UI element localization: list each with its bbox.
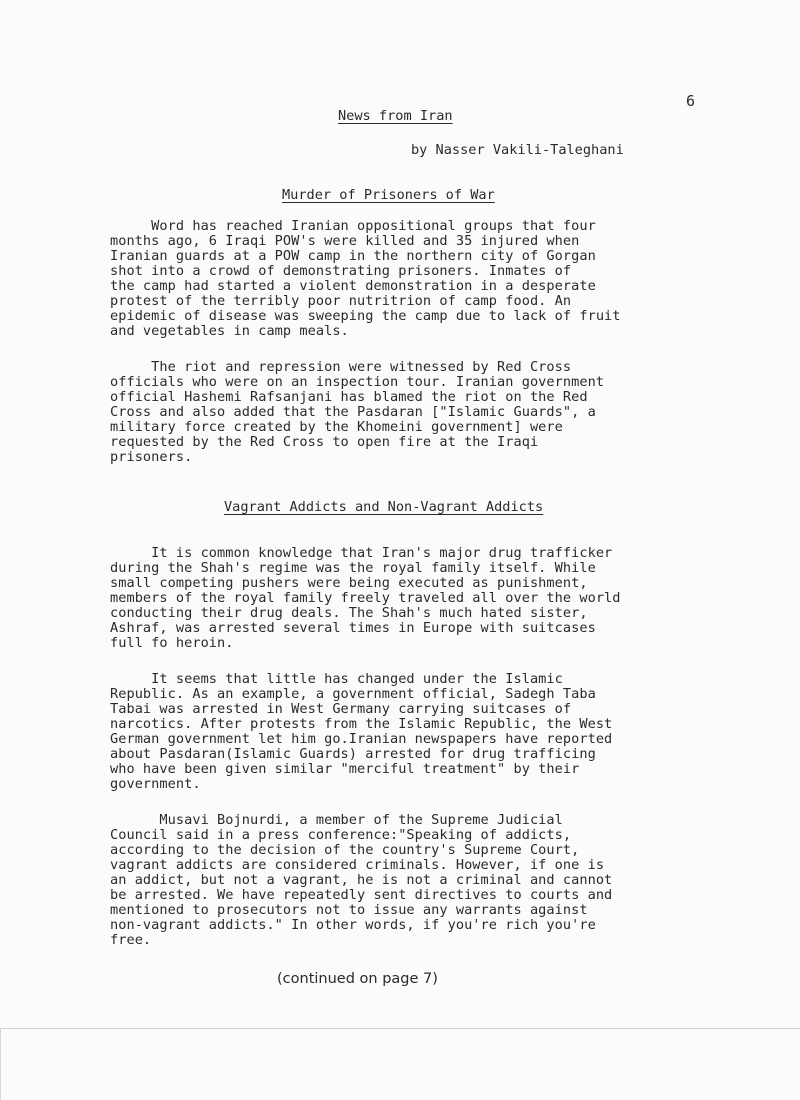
page-number: 6 (686, 92, 696, 110)
text-line: Musavi Bojnurdi, a member of the Supreme Judicial (110, 812, 563, 828)
author-byline: by Nasser Vakili-Taleghani (411, 142, 624, 158)
text-line: government. (110, 776, 201, 792)
text-line: protest of the terribly poor nutritrion of camp food. An (110, 293, 572, 309)
section-heading-pow: Murder of Prisoners of War (282, 187, 495, 203)
text-line: according to the decision of the country's Supreme Court, (110, 842, 580, 858)
text-line: The riot and repression were witnessed by Red Cross (110, 359, 572, 375)
continued-note: (continued on page 7) (277, 971, 438, 987)
text-line: and vegetables in camp meals. (110, 323, 349, 339)
scan-edge-left (0, 1028, 1, 1100)
text-line: Council said in a press conference:"Speaking of addicts, (110, 827, 572, 843)
text-line: prisoners. (110, 449, 193, 465)
text-line: who have been given similar "merciful treatment" by their (110, 761, 580, 777)
text-line: an addict, but not a vagrant, he is not a criminal and cannot (110, 872, 613, 888)
text-line: official Hashemi Rafsanjani has blamed the riot on the Red (110, 389, 588, 405)
text-line: non-vagrant addicts." In other words, if you're rich you're (110, 917, 596, 933)
text-line: Ashraf, was arrested several times in Europe with suitcases (110, 620, 596, 636)
text-line: Iranian guards at a POW camp in the northern city of Gorgan (110, 248, 596, 264)
text-line: It is common knowledge that Iran's major drug trafficker (110, 545, 613, 561)
text-line: narcotics. After protests from the Islamic Republic, the West (110, 716, 613, 732)
text-line: be arrested. We have repeatedly sent directives to courts and (110, 887, 613, 903)
text-line: Cross and also added that the Pasdaran ["Islamic Guards", a (110, 404, 596, 420)
text-line: epidemic of disease was sweeping the camp due to lack of fruit (110, 308, 621, 324)
text-line: It seems that little has changed under the Islamic (110, 671, 563, 687)
text-line: shot into a crowd of demonstrating prisoners. Inmates of (110, 263, 572, 279)
text-line: conducting their drug deals. The Shah's much hated sister, (110, 605, 588, 621)
text-line: Tabai was arrested in West Germany carrying suitcases of (110, 701, 572, 717)
text-line: vagrant addicts are considered criminals. However, if one is (110, 857, 605, 873)
text-line: German government let him go.Iranian newspapers have reported (110, 731, 613, 747)
text-line: during the Shah's regime was the royal family itself. While (110, 560, 596, 576)
scan-edge-line (0, 1028, 800, 1029)
text-line: free. (110, 932, 152, 948)
text-line: Republic. As an example, a government official, Sadegh Taba (110, 686, 596, 702)
section-heading-addicts: Vagrant Addicts and Non-Vagrant Addicts (224, 499, 544, 515)
text-line: the camp had started a violent demonstration in a desperate (110, 278, 596, 294)
text-line: small competing pushers were being executed as punishment, (110, 575, 588, 591)
text-line: about Pasdaran(Islamic Guards) arrested for drug trafficing (110, 746, 596, 762)
text-line: full fo heroin. (110, 635, 234, 651)
text-line: Word has reached Iranian oppositional groups that four (110, 218, 596, 234)
text-line: military force created by the Khomeini government] were (110, 419, 563, 435)
text-line: officials who were on an inspection tour. Iranian government (110, 374, 605, 390)
text-line: mentioned to prosecutors not to issue any warrants against (110, 902, 588, 918)
text-line: months ago, 6 Iraqi POW's were killed and 35 injured when (110, 233, 580, 249)
text-line: members of the royal family freely traveled all over the world (110, 590, 621, 606)
article-title: News from Iran (338, 108, 453, 124)
text-line: requested by the Red Cross to open fire at the Iraqi (110, 434, 539, 450)
